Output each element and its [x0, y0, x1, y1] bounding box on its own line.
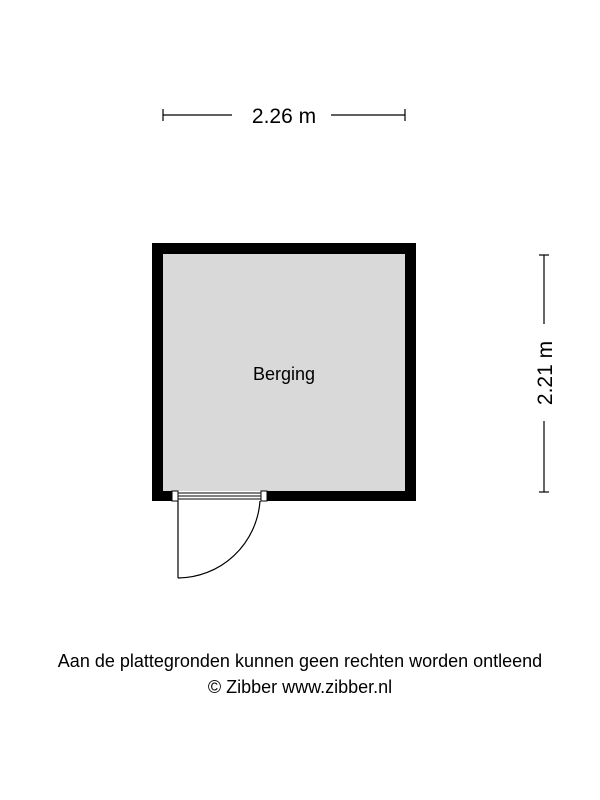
disclaimer-text: Aan de plattegronden kunnen geen rechten worden ontleend: [57, 651, 543, 671]
height-dimension-label: 2.21 m: [534, 340, 557, 406]
width-dimension: [163, 105, 405, 128]
width-dimension-label: 2.26 m: [251, 105, 317, 128]
room-label: Berging: [252, 364, 316, 384]
door-jamb-right: [261, 491, 267, 501]
copyright-text: © Zibber www.zibber.nl: [207, 677, 393, 697]
room-berging: [152, 243, 416, 578]
door-swing-arc: [178, 501, 260, 578]
door-jamb-left: [172, 491, 178, 501]
height-dimension: [534, 255, 557, 492]
